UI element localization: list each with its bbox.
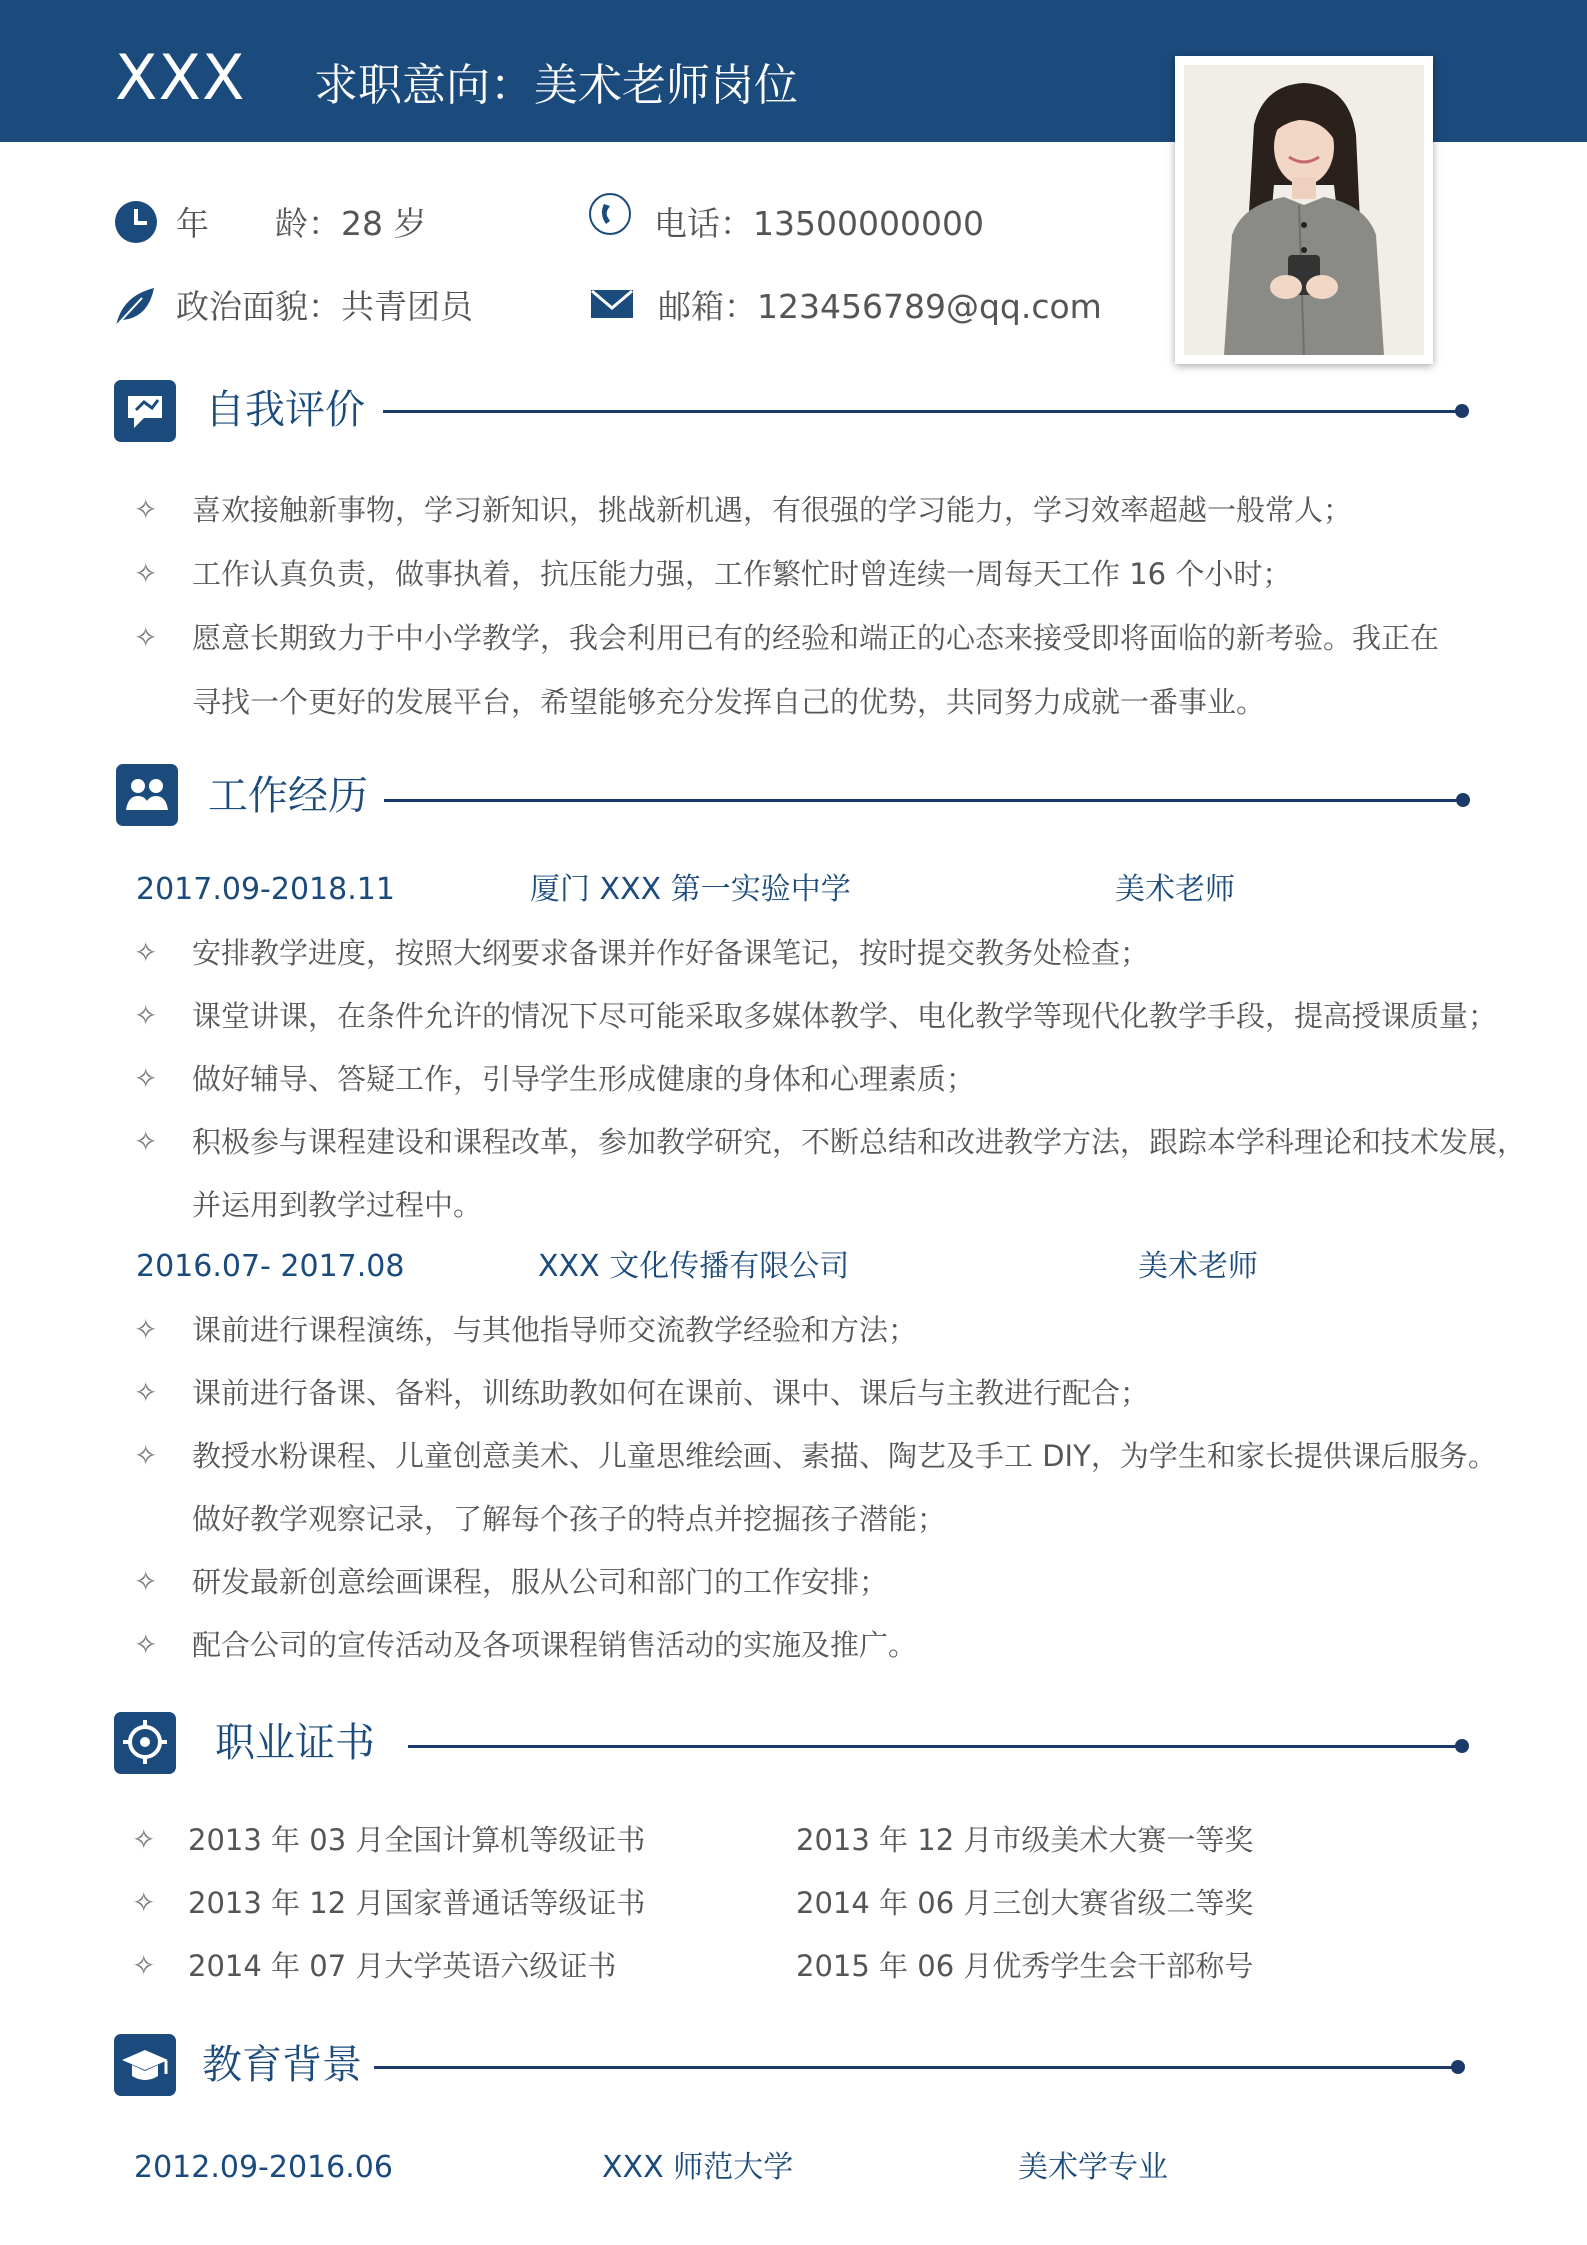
bullet-icon: ✧ [134, 621, 158, 654]
job-role: 美术老师 [1115, 872, 1235, 907]
clock-icon [114, 200, 158, 244]
cert-item: 2013 年 12 月市级美术大赛一等奖 [796, 1823, 1254, 1857]
bullet-icon: ✧ [132, 1949, 156, 1982]
edu-major: 美术学专业 [1018, 2150, 1168, 2185]
section-divider [374, 2066, 1462, 2069]
bullet-icon: ✧ [134, 1565, 158, 1598]
list-item: 积极参与课程建设和课程改革，参加教学研究，不断总结和改进教学方法，跟踪本学科理论和技术发展， [192, 1125, 1527, 1159]
job-role: 美术老师 [1138, 1249, 1258, 1284]
bullet-icon: ✧ [134, 1628, 158, 1661]
job-date: 2016.07- 2017.08 [136, 1249, 405, 1284]
bullet-icon: ✧ [134, 557, 158, 590]
profile-photo [1184, 65, 1424, 355]
certificate-icon [114, 1712, 176, 1774]
email-field: 邮箱：123456789@qq.com [658, 287, 1102, 326]
divider-dot [1455, 404, 1469, 418]
mail-icon [590, 282, 634, 326]
list-item: 课堂讲课，在条件允许的情况下尽可能采取多媒体教学、电化教学等现代化教学手段，提高授课质量； [192, 999, 1498, 1033]
comment-icon [114, 380, 176, 442]
bullet-icon: ✧ [134, 1313, 158, 1346]
photo-frame [1175, 56, 1433, 364]
divider-dot [1451, 2060, 1465, 2074]
bullet-icon: ✧ [134, 1376, 158, 1409]
list-item: 课前进行课程演练，与其他指导师交流教学经验和方法； [192, 1313, 918, 1347]
edu-school: XXX 师范大学 [602, 2150, 794, 2185]
phone-icon [588, 192, 632, 236]
bullet-icon: ✧ [132, 1823, 156, 1856]
job-date: 2017.09-2018.11 [136, 872, 395, 907]
cert-item: 2014 年 06 月三创大赛省级二等奖 [796, 1886, 1254, 1920]
list-item: 愿意长期致力于中小学教学，我会利用已有的经验和端正的心态来接受即将面临的新考验。我正在 [192, 621, 1440, 655]
job-intent: 求职意向：美术老师岗位 [314, 60, 798, 111]
list-item: 教授水粉课程、儿童创意美术、儿童思维绘画、素描、陶艺及手工 DIY，为学生和家长提供课后服务。 [192, 1439, 1497, 1473]
team-icon [116, 764, 178, 826]
section-title-work: 工作经历 [208, 773, 368, 819]
edu-date: 2012.09-2016.06 [134, 2150, 393, 2185]
section-title-cert: 职业证书 [215, 1720, 375, 1766]
leaf-icon [112, 284, 156, 328]
list-item: 研发最新创意绘画课程，服从公司和部门的工作安排； [192, 1565, 889, 1599]
graduation-cap-icon [114, 2034, 176, 2096]
section-divider [408, 1745, 1466, 1748]
candidate-name: XXX [115, 41, 246, 114]
section-divider [384, 799, 1467, 802]
phone-field: 电话：13500000000 [654, 204, 984, 243]
cert-item: 2013 年 12 月国家普通话等级证书 [188, 1886, 646, 1920]
bullet-icon: ✧ [134, 936, 158, 969]
job-org: XXX 文化传播有限公司 [538, 1249, 850, 1284]
cert-item: 2014 年 07 月大学英语六级证书 [188, 1949, 617, 1983]
political-field: 政治面貌：共青团员 [176, 287, 473, 326]
divider-dot [1456, 793, 1470, 807]
list-item: 课前进行备课、备料，训练助教如何在课前、课中、课后与主教进行配合； [192, 1376, 1150, 1410]
section-title-edu: 教育背景 [202, 2042, 362, 2088]
job-org: 厦门 XXX 第一实验中学 [530, 872, 851, 907]
bullet-icon: ✧ [134, 999, 158, 1032]
list-item: 安排教学进度，按照大纲要求备课并作好备课笔记，按时提交教务处检查； [192, 936, 1150, 970]
list-item-continuation: 做好教学观察记录，了解每个孩子的特点并挖掘孩子潜能； [192, 1502, 947, 1536]
bullet-icon: ✧ [134, 1125, 158, 1158]
cert-item: 2013 年 03 月全国计算机等级证书 [188, 1823, 646, 1857]
bullet-icon: ✧ [134, 493, 158, 526]
list-item: 做好辅导、答疑工作，引导学生形成健康的身体和心理素质； [192, 1062, 976, 1096]
section-title-self: 自我评价 [205, 387, 365, 433]
list-item: 配合公司的宣传活动及各项课程销售活动的实施及推广。 [192, 1628, 918, 1662]
bullet-icon: ✧ [132, 1886, 156, 1919]
age-field: 年 龄：28 岁 [176, 204, 427, 243]
divider-dot [1455, 1739, 1469, 1753]
list-item: 工作认真负责，做事执着，抗压能力强，工作繁忙时曾连续一周每天工作 16 个小时； [192, 557, 1292, 591]
list-item-continuation: 寻找一个更好的发展平台，希望能够充分发挥自己的优势，共同努力成就一番事业。 [192, 685, 1266, 719]
bullet-icon: ✧ [134, 1062, 158, 1095]
list-item: 喜欢接触新事物，学习新知识，挑战新机遇，有很强的学习能力，学习效率超越一般常人； [192, 493, 1353, 527]
bullet-icon: ✧ [134, 1439, 158, 1472]
cert-item: 2015 年 06 月优秀学生会干部称号 [796, 1949, 1254, 1983]
section-divider [383, 410, 1466, 413]
list-item-continuation: 并运用到教学过程中。 [192, 1188, 483, 1222]
